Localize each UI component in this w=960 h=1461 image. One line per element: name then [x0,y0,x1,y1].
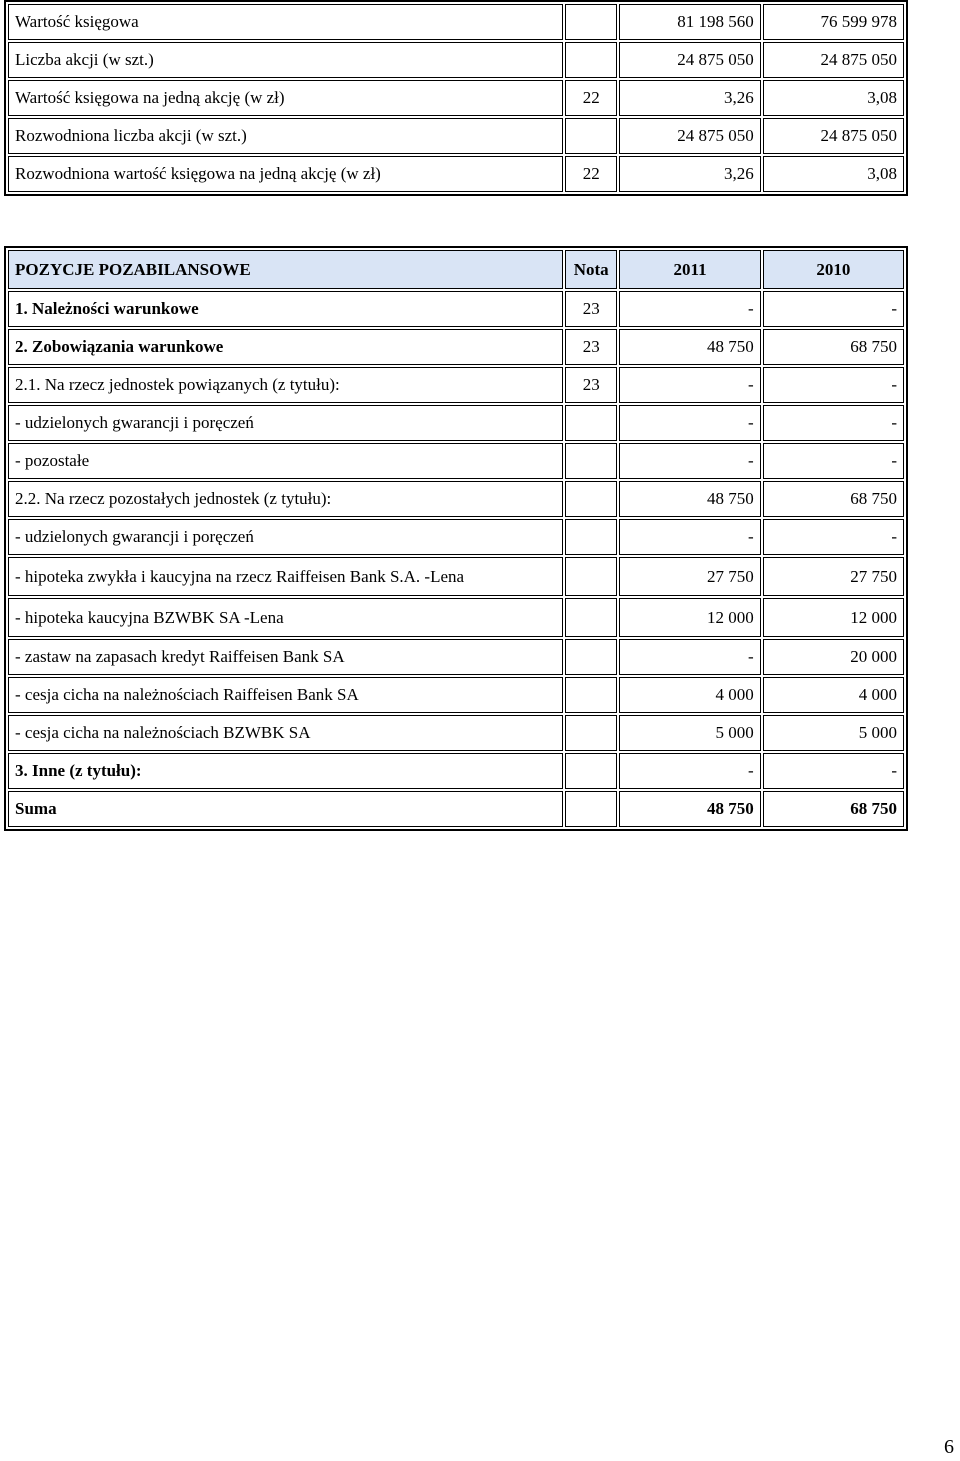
table-row [8,598,904,637]
table-row [8,519,904,555]
row-nota [565,557,617,596]
value-2010: 3,08 [763,80,904,116]
row-label: - hipoteka zwykła i kaucyjna na rzecz Raiffeisen Bank S.A. -Lena [8,557,563,596]
table-row [8,715,904,751]
value-2011: 24 875 050 [619,118,760,154]
table-row [8,443,904,479]
table-row [8,639,904,675]
sum-2010: 68 750 [763,791,904,827]
row-nota [565,677,617,713]
row-nota [565,118,617,154]
row-nota: 23 [565,367,617,403]
row-label: Liczba akcji (w szt.) [8,42,563,78]
row-label: 2.1. Na rzecz jednostek powiązanych (z tytułu): [8,367,563,403]
row-label: - hipoteka kaucyjna BZWBK SA -Lena [8,598,563,637]
value-2010: 12 000 [763,598,904,637]
value-2011: 3,26 [619,80,760,116]
sum-2011: 48 750 [619,791,760,827]
value-2011: 4 000 [619,677,760,713]
row-nota [565,405,617,441]
row-label: - udzielonych gwarancji i poręczeń [8,405,563,441]
row-nota: 22 [565,80,617,116]
value-2010: - [763,443,904,479]
value-2010: 3,08 [763,156,904,192]
value-2010: 27 750 [763,557,904,596]
header-nota: Nota [565,250,617,289]
row-label: 3. Inne (z tytułu): [8,753,563,789]
value-2011: 48 750 [619,329,760,365]
value-2010: 20 000 [763,639,904,675]
value-2011: 5 000 [619,715,760,751]
table-row [8,677,904,713]
row-label: 2.2. Na rzecz pozostałych jednostek (z tytułu): [8,481,563,517]
value-2011: 81 198 560 [619,4,760,40]
value-2011: - [619,405,760,441]
table-row [8,80,904,116]
table-row [8,42,904,78]
table-row [8,291,904,327]
value-2010: - [763,291,904,327]
value-2011: - [619,519,760,555]
row-label: 2. Zobowiązania warunkowe [8,329,563,365]
table-header-row [8,250,904,289]
row-nota [565,42,617,78]
row-nota [565,639,617,675]
row-nota [565,481,617,517]
row-label: - pozostałe [8,443,563,479]
value-2011: 12 000 [619,598,760,637]
value-2011: - [619,443,760,479]
value-2011: 3,26 [619,156,760,192]
value-2011: - [619,291,760,327]
value-2010: - [763,405,904,441]
header-label: POZYCJE POZABILANSOWE [8,250,563,289]
value-2010: 68 750 [763,481,904,517]
value-2011: - [619,639,760,675]
row-label: Rozwodniona wartość księgowa na jedną akcję (w zł) [8,156,563,192]
row-label: - zastaw na zapasach kredyt Raiffeisen Bank SA [8,639,563,675]
row-label: Rozwodniona liczba akcji (w szt.) [8,118,563,154]
table-row [8,557,904,596]
row-nota [565,443,617,479]
value-2010: - [763,753,904,789]
row-nota: 23 [565,291,617,327]
value-2010: - [763,519,904,555]
row-label: - cesja cicha na należnościach BZWBK SA [8,715,563,751]
value-2011: - [619,753,760,789]
table-row [8,367,904,403]
sum-row [8,791,904,827]
table-row [8,156,904,192]
table-row [8,4,904,40]
value-2010: 76 599 978 [763,4,904,40]
value-2011: 48 750 [619,481,760,517]
value-2010: 4 000 [763,677,904,713]
row-label: - udzielonych gwarancji i poręczeń [8,519,563,555]
row-nota [565,715,617,751]
table-row [8,329,904,365]
table-row [8,118,904,154]
row-nota: 23 [565,329,617,365]
table-row [8,481,904,517]
page-number: 6 [944,1436,954,1458]
value-2011: 27 750 [619,557,760,596]
book-value-table [4,0,908,196]
table-row [8,405,904,441]
value-2011: 24 875 050 [619,42,760,78]
row-nota [565,4,617,40]
value-2010: 68 750 [763,329,904,365]
value-2010: 24 875 050 [763,118,904,154]
row-label: Wartość księgowa na jedną akcję (w zł) [8,80,563,116]
row-nota [565,519,617,555]
header-2010: 2010 [763,250,904,289]
row-label: Wartość księgowa [8,4,563,40]
row-nota [565,598,617,637]
value-2010: - [763,367,904,403]
row-nota [565,791,617,827]
row-label: - cesja cicha na należnościach Raiffeisen Bank SA [8,677,563,713]
row-label: 1. Należności warunkowe [8,291,563,327]
header-2011: 2011 [619,250,760,289]
offbalance-table [4,246,908,831]
value-2010: 5 000 [763,715,904,751]
row-nota [565,753,617,789]
sum-label: Suma [8,791,563,827]
value-2011: - [619,367,760,403]
table-row [8,753,904,789]
row-nota: 22 [565,156,617,192]
value-2010: 24 875 050 [763,42,904,78]
